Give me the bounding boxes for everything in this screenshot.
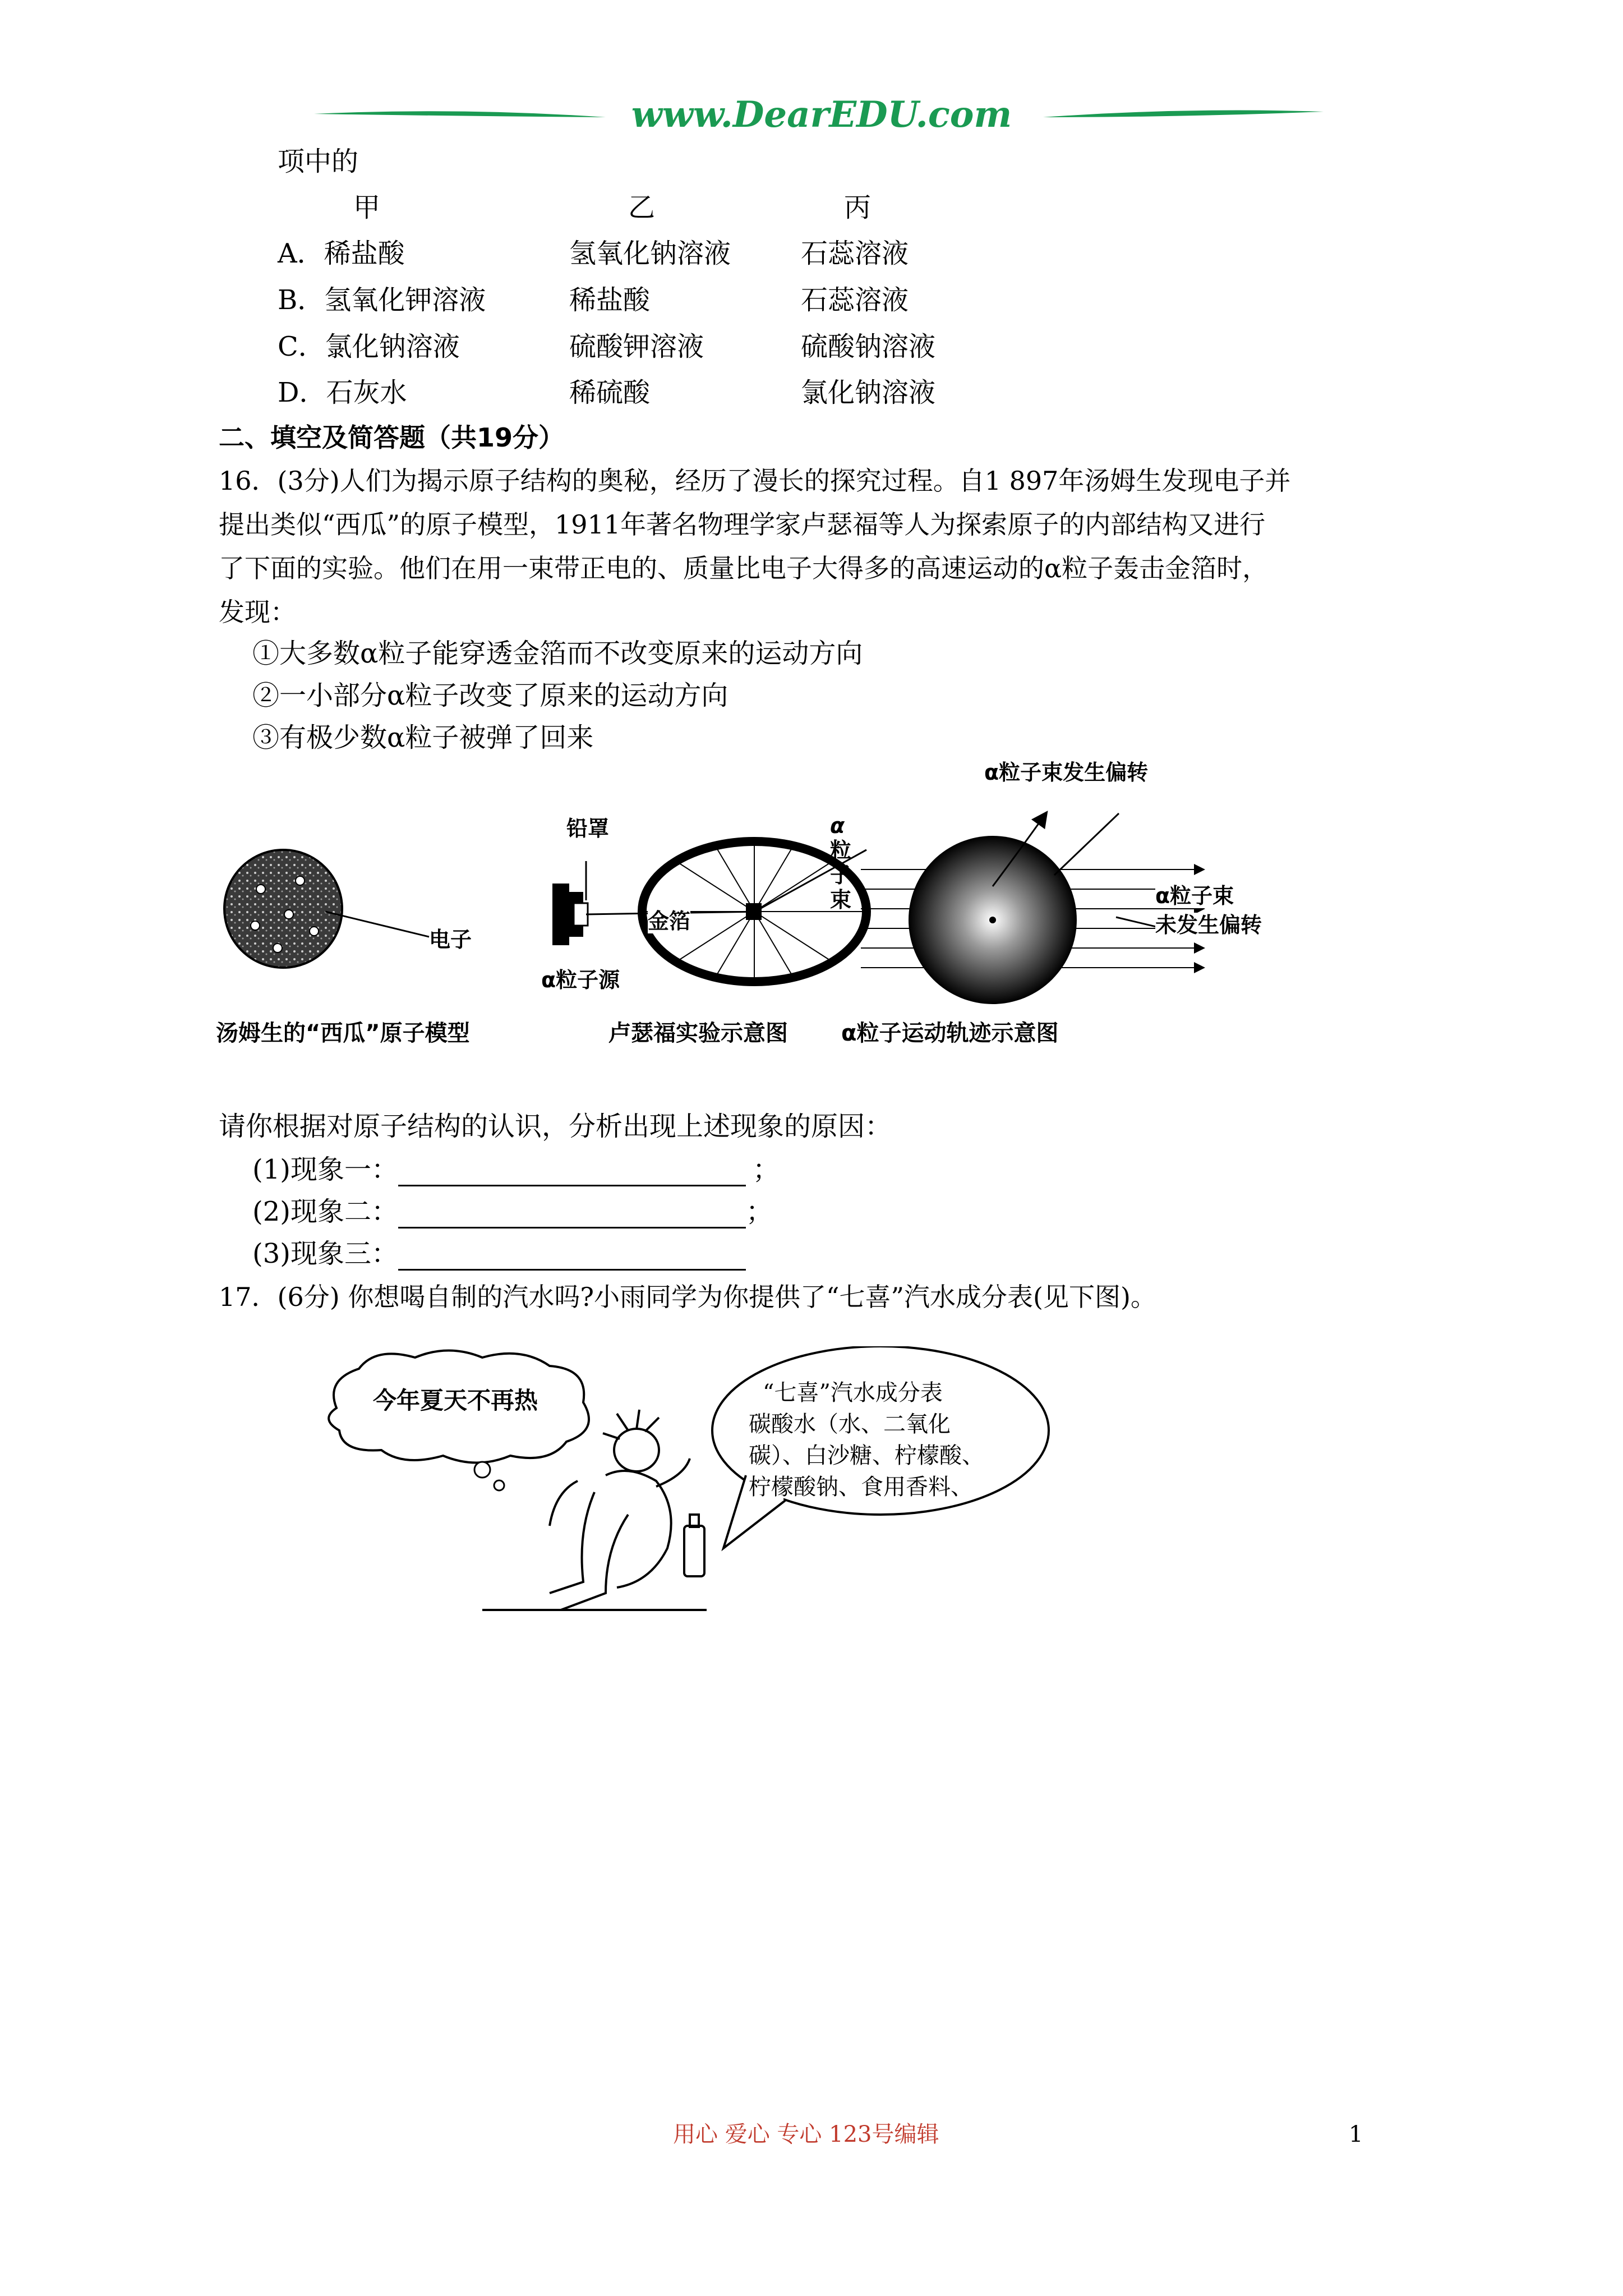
answer-row-1 — [252, 1153, 780, 1186]
option-a-c: 石蕊溶液 — [801, 238, 909, 269]
alpha-beam-label — [830, 813, 858, 912]
option-c-label: C．氯化钠溶液 — [278, 331, 460, 362]
answer-blank-1[interactable] — [398, 1159, 746, 1186]
option-a-label: A．稀盐酸 — [278, 238, 405, 269]
atom-diagram — [213, 760, 1312, 1063]
undeflected-label-1: α粒子束 — [1155, 884, 1234, 908]
answer-blank-2[interactable] — [398, 1201, 746, 1228]
bubble-text — [749, 1377, 984, 1503]
table-header-yi: 乙 — [628, 192, 656, 223]
thomson-model-image — [222, 847, 446, 970]
option-b-label: B．氢氧化钾溶液 — [278, 284, 486, 316]
gold-foil-label: 金箔 — [648, 909, 691, 933]
answer-label-2: (2)现象二： — [252, 1196, 398, 1227]
observation-3: ③有极少数α粒子被弹了回来 — [252, 722, 594, 753]
lead-shield-label: 铅罩 — [566, 816, 610, 841]
option-c-c: 硫酸钠溶液 — [801, 331, 936, 362]
cloud-text: 今年夏天不再热 — [373, 1387, 538, 1414]
alpha-beam-char: 粒 — [830, 838, 852, 863]
option-d-b: 稀硫酸 — [569, 377, 651, 408]
observation-1: ①大多数α粒子能穿透金箔而不改变原来的运动方向 — [252, 638, 863, 669]
option-b-c: 石蕊溶液 — [801, 284, 909, 316]
bubble-line: 柠檬酸钠、食用香料、 — [749, 1474, 973, 1500]
answer-blank-3[interactable] — [398, 1243, 746, 1271]
header-site-url: www.DearEDU.com — [631, 94, 1012, 136]
rutherford-caption: 卢瑟福实验示意图 — [608, 1020, 788, 1046]
answer-row-2 — [252, 1195, 773, 1228]
bubble-line: 碳）、白沙糖、柠檬酸、 — [749, 1443, 984, 1469]
option-a-b: 氢氧化钠溶液 — [569, 238, 731, 269]
bubble-line: “七喜”汽水成分表 — [763, 1380, 943, 1406]
header-banner — [314, 93, 1324, 137]
header-swoosh-right — [1043, 104, 1324, 126]
section-title: 二、填空及简答题（共19分） — [219, 422, 565, 453]
option-d-label: D．石灰水 — [278, 377, 407, 408]
header-swoosh-left — [314, 104, 606, 126]
answer-end-1: ； — [753, 1154, 780, 1185]
bubble-line: 碳酸水（水、二氧化 — [749, 1411, 951, 1437]
page-number: 1 — [1349, 2122, 1363, 2147]
alpha-beam-char: 束 — [830, 887, 852, 912]
q16-line3: 了下面的实验。他们在用一束带正电的、质量比电子大得多的高速运动的α粒子轰击金箔时， — [219, 553, 1269, 583]
electron-label: 电子 — [429, 927, 472, 952]
trajectory-caption: α粒子运动轨迹示意图 — [841, 1020, 1059, 1046]
answer-end-2: ； — [746, 1196, 773, 1227]
thomson-caption: 汤姆生的“西瓜”原子模型 — [216, 1020, 470, 1046]
answer-row-3 — [252, 1237, 746, 1271]
undeflected-label-2: 未发生偏转 — [1155, 913, 1262, 937]
answer-label-3: (3)现象三： — [252, 1238, 398, 1269]
option-c-b: 硫酸钾溶液 — [569, 331, 704, 362]
q17-text: 17．(6分) 你想喝自制的汽水吗?小雨同学为你提供了“七喜”汽水成分表(见下图)。 — [219, 1282, 1156, 1312]
analysis-question: 请你根据对原子结构的认识，分析出现上述现象的原因： — [219, 1111, 892, 1142]
q17-illustration — [314, 1346, 1066, 1621]
option-d-c: 氯化钠溶液 — [801, 377, 936, 408]
intro-text: 项中的 — [278, 146, 359, 177]
alpha-source-label: α粒子源 — [541, 968, 620, 992]
alpha-beam-char: 子 — [830, 863, 852, 887]
q16-line2: 提出类似“西瓜”的原子模型，1911年著名物理学家卢瑟福等人为探索原子的内部结构又进行 — [219, 509, 1266, 540]
deflected-label: α粒子束发生偏转 — [984, 760, 1149, 785]
table-header-jia: 甲 — [353, 192, 381, 223]
answer-label-1: (1)现象一： — [252, 1154, 398, 1185]
alpha-beam-char: α — [830, 813, 845, 838]
footer-text: 用心 爱心 专心 123号编辑 — [673, 2122, 939, 2147]
observation-2: ②一小部分α粒子改变了原来的运动方向 — [252, 680, 728, 711]
q16-line4: 发现： — [219, 597, 296, 627]
q16-line1: 16．(3分)人们为揭示原子结构的奥秘，经历了漫长的探究过程。自1 897年汤姆生发现电子并 — [219, 466, 1291, 496]
option-b-b: 稀盐酸 — [569, 284, 651, 316]
table-header-bing: 丙 — [844, 192, 872, 223]
